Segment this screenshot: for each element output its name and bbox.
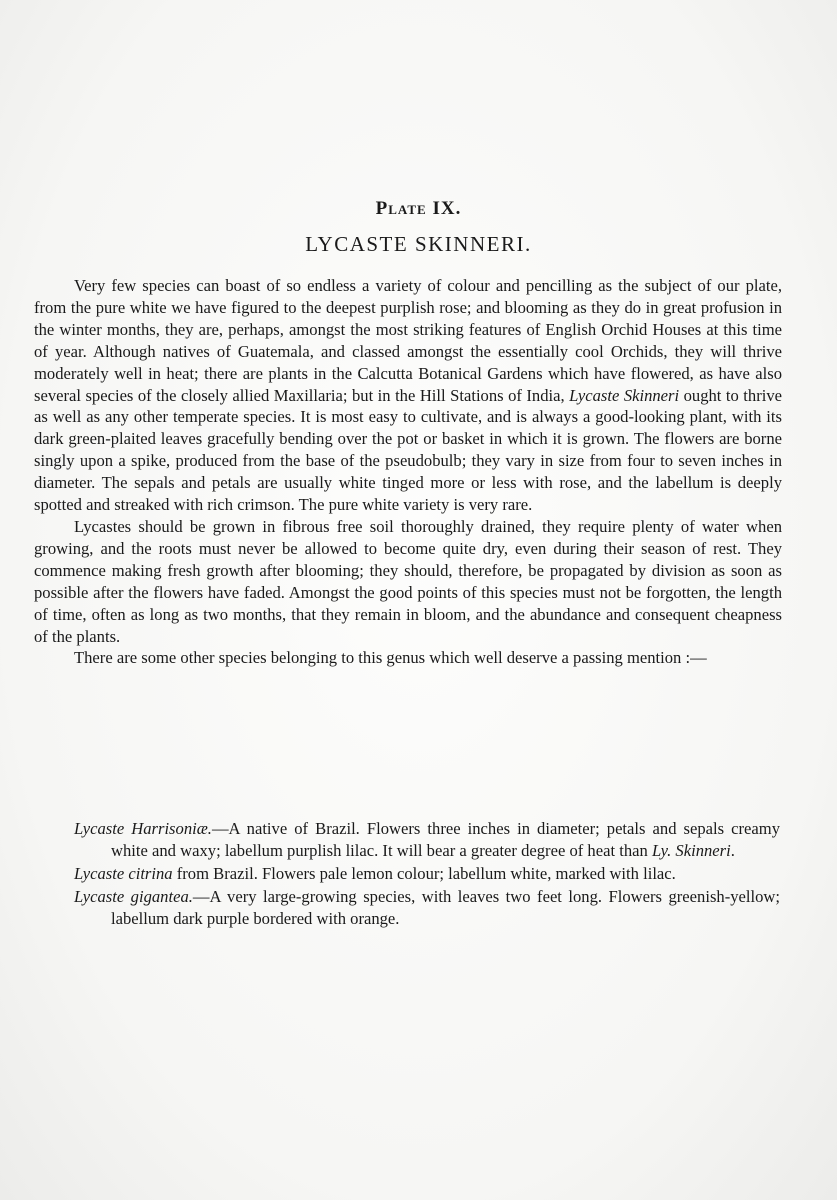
species-name: Lycaste Harrisoniæ. bbox=[74, 819, 212, 838]
paragraph-description bbox=[34, 275, 782, 516]
paragraph-text: ought to thrive as well as any other temperate species. It is most easy to cultivate, and is always a good-looking plant, with its dark green-plaited leaves gracefully bending over the pot or basket in which it is grown. The flowers are borne singly upon a spike, produced from the base of the pseudobulb; they vary in size from four to seven inches in diameter. The sepals and petals are usually white tinged more or less with rose, and the labellum is deeply spotted and streaked with rich crimson. The pure white variety is very rare. bbox=[34, 385, 782, 515]
paragraph-text: Very few species can boast of so endless a variety of colour and pencilling as the subject of our plate, from the pure white we have figured to the deepest purplish rose; and blooming as they do in great profusion in the winter months, they are, perhaps, amongst the most striking features of English Orchid Houses at this time of year. Although natives of Guatemala, and classed amongst the essentially cool Orchids, they will thrive moderately well in heat; there are plants in the Calcutta Botanical Gardens which have flowered, as have also several species of the closely allied Maxillaria; but in the Hill Stations of India, bbox=[34, 276, 782, 405]
paragraph-other-species: There are some other species belonging to this genus which well deserve a passing mention :— bbox=[74, 648, 707, 668]
species-list bbox=[74, 818, 780, 931]
paragraph-cultivation: Lycastes should be grown in fibrous free soil thoroughly drained, they require plenty of water when growing, and the roots must never be allowed to become quite dry, even during their season of rest. They commence making fresh growth after blooming; they should, therefore, be propagated by division as soon as possible after the flowers have faded. Amongst the good points of this species must not be forgotten, the length of time, often as long as two months, that they remain in bloom, and the abundance and consequent cheapness of the plants. bbox=[34, 516, 782, 646]
species-entry bbox=[74, 863, 780, 885]
species-entry bbox=[74, 886, 780, 930]
species-description: from Brazil. Flowers pale lemon colour; labellum white, marked with lilac. bbox=[172, 864, 676, 883]
species-name: Lycaste citrina bbox=[74, 864, 173, 883]
species-reference: Ly. Skinneri bbox=[651, 841, 731, 860]
species-description-end: . bbox=[730, 841, 735, 860]
body-text bbox=[34, 275, 782, 669]
species-description: —A very large-growing species, with leaves two feet long. Flowers greenish-yellow; labellum dark purple bordered with orange. bbox=[111, 887, 780, 928]
species-name-inline: Lycaste Skinneri bbox=[569, 385, 680, 405]
species-name: Lycaste gigantea. bbox=[74, 887, 193, 906]
species-description: —A native of Brazil. Flowers three inches in diameter; petals and sepals creamy white and waxy; labellum purplish lilac. It will bear a greater degree of heat than bbox=[111, 819, 780, 860]
species-title: LYCASTE SKINNERI. bbox=[305, 232, 532, 256]
plate-number: Plate IX. bbox=[375, 198, 462, 219]
species-entry bbox=[74, 818, 780, 862]
